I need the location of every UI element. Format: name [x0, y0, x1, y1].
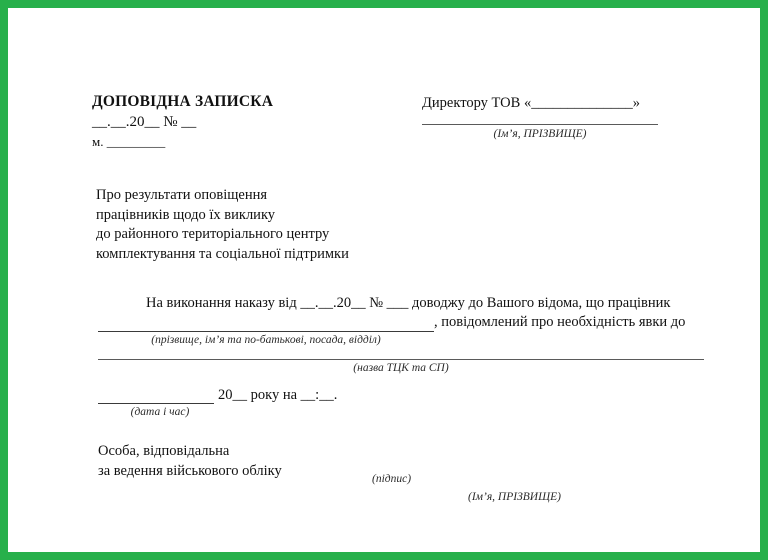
- signer-name-slot: [468, 487, 628, 505]
- signer-name-caption: (Ім’я, ПРІЗВИЩЕ): [468, 491, 561, 503]
- addressee-caption: (Ім’я, ПРІЗВИЩЕ): [493, 128, 587, 140]
- document-header-left: [92, 92, 392, 151]
- document-city-line: м. _________: [92, 134, 166, 149]
- subject-line-3: до районного територіального центру: [96, 226, 330, 242]
- date-fill-rule[interactable]: [98, 388, 214, 404]
- signature-role-line-1: Особа, відповідальна: [98, 443, 230, 459]
- person-fill-rule[interactable]: [98, 316, 434, 332]
- datetime-fill-row: [98, 387, 704, 404]
- addressee-line: Директору ТОВ «______________»: [422, 95, 640, 111]
- body-block: [98, 294, 704, 420]
- person-caption: (прізвище, ім’я та по-батькові, посада, відділ): [151, 334, 381, 346]
- person-fill-row: [98, 313, 704, 332]
- page-title: ДОПОВІДНА ЗАПИСКА: [92, 93, 274, 110]
- document-page: [8, 8, 760, 552]
- addressee-fill-rule: [422, 124, 658, 125]
- document-number-line: __.__.20__ № __: [92, 114, 197, 130]
- subject-line-2: працівників щодо їх виклику: [96, 206, 276, 223]
- body-line-1: На виконання наказу від __.__.20__ № ___ доводжу до Вашого відома, що працівник: [146, 295, 671, 311]
- signature-slot: [372, 469, 456, 487]
- subject-line-1: Про результати оповіщення: [96, 187, 268, 203]
- datetime-text: 20__ року на __:__.: [218, 387, 338, 403]
- tck-fill-rule[interactable]: [98, 359, 704, 360]
- addressee-block: [422, 94, 672, 142]
- signature-slots: [372, 469, 712, 505]
- subject-block: [96, 186, 426, 264]
- body-line-2-tail: , повідомлений про необхідність явки до: [434, 314, 686, 330]
- signature-role-line-2: за ведення військового обліку: [98, 462, 282, 479]
- datetime-caption: (дата і час): [130, 406, 190, 418]
- tck-caption: (назва ТЦК та СП): [353, 362, 449, 374]
- signature-caption: (підпис): [372, 473, 412, 485]
- subject-line-4: комплектування та соціальної підтримки: [96, 245, 349, 262]
- signature-block: [98, 442, 704, 503]
